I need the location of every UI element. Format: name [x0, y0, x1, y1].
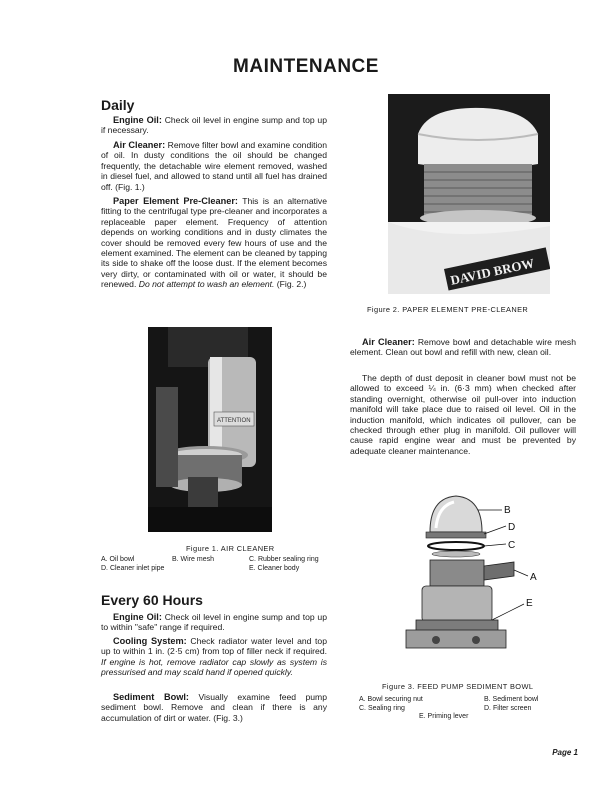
- daily-engine-oil-paragraph: [101, 115, 327, 136]
- page-number: Page 1: [552, 748, 578, 757]
- daily-engine-oil-label: Engine Oil:: [113, 115, 162, 125]
- every60-cooling-text: Check radiator water level and top up to within 1 in. (2·5 cm) from top of filler neck if required.: [101, 636, 327, 657]
- daily-air-cleaner-paragraph: [101, 140, 327, 192]
- right-air-cleaner-paragraph: [350, 337, 576, 358]
- figure1-attention-label: ATTENTION: [217, 418, 251, 424]
- every60-cooling-label: Cooling System:: [113, 636, 187, 646]
- figure1-legend-e: E. Cleaner body: [249, 565, 300, 572]
- daily-paper-element-text: This is an alternative fitting to the centrifugal type pre-cleaner and incorporates a replaceable paper element. Frequency of attention depends on working conditions and in dusty climates the cover should be removed every few hours of use and the element examined. The element can be cleaned by tapping its side to shake off the loose dust. If the element becomes very dirty, or contaminated with oil or water, it should be renewed.: [101, 196, 327, 290]
- figure1-legend-b: B. Wire mesh: [172, 556, 215, 563]
- figure2-brand-text: DAVID BROW: [448, 255, 536, 288]
- daily-air-cleaner-text: Remove filter bowl and examine condition of oil. In dusty conditions the oil should be changed frequently, the detachable wire element removed, washed in diesel fuel, and allowed to stand until all fuel has drained off. (Fig. 1.): [101, 140, 327, 192]
- figure1-caption: Figure 1. AIR CLEANER: [186, 544, 275, 553]
- figure3-legend-d: D. Filter screen: [484, 704, 532, 712]
- figure3-legend: [359, 696, 579, 724]
- daily-heading: Daily: [101, 97, 135, 113]
- page-title: MAINTENANCE: [233, 56, 379, 77]
- figure3-callout-e: E: [526, 598, 533, 609]
- figure3-callout-b: B: [504, 505, 511, 516]
- daily-paper-element-label: Paper Element Pre-Cleaner:: [113, 196, 238, 206]
- sediment-bowl-drawing: [396, 480, 562, 672]
- figure3-legend-e: E. Priming lever: [419, 713, 469, 721]
- right-air-cleaner-text: Remove bowl and detachable wire mesh element. Clean out bowl and refill with new, clean oil.: [350, 337, 576, 358]
- figure3-legend-b: B. Sediment bowl: [484, 696, 539, 703]
- figure2-photo: [388, 94, 550, 294]
- every60-sediment-label: Sediment Bowl:: [113, 692, 189, 702]
- daily-paper-element-tail: (Fig. 2.): [274, 279, 307, 290]
- figure3-legend-a: A. Bowl securing nut: [359, 696, 423, 703]
- every60-sediment-paragraph: [101, 692, 327, 723]
- every60-cooling-paragraph: [101, 636, 327, 678]
- every60-engine-oil-paragraph: [101, 612, 327, 633]
- air-cleaner-illustration: [148, 327, 272, 532]
- figure3-legend-c: C. Sealing ring: [359, 704, 405, 712]
- figure1-legend-a: A. Oil bowl: [101, 556, 135, 563]
- figure3-callout-d: D: [508, 522, 516, 533]
- figure1-legend-c: C. Rubber sealing ring: [249, 556, 319, 563]
- figure3-caption: Figure 3. FEED PUMP SEDIMENT BOWL: [382, 682, 534, 691]
- daily-paper-element-warning: Do not attempt to wash an element.: [136, 279, 275, 290]
- paper-element-illustration: [388, 94, 550, 294]
- daily-engine-oil-text: Check oil level in engine sump and top up if necessary.: [101, 115, 327, 136]
- figure3-callout-a: A: [530, 572, 537, 583]
- right-air-cleaner-label: Air Cleaner:: [362, 337, 415, 347]
- every60-engine-oil-label: Engine Oil:: [113, 612, 162, 622]
- figure3-illustration: [396, 480, 562, 672]
- every60-sediment-text: Visually examine feed pump sediment bowl. Remove and clean if there is any accumulation of dirt or water. (Fig. 3.): [101, 692, 327, 723]
- figure2-caption: Figure 2. PAPER ELEMENT PRE-CLEANER: [367, 305, 529, 314]
- right-depth-paragraph: The depth of dust deposit in cleaner bowl must not be allowed to exceed ¼ in. (6·3 mm) when checked after standing overnight, otherwise oil pull-over into induction manifold will take place due to raised oil level. Oil in the induction manifold, which indicates oil pullover, can be checked through ether plug in manifold. Oil pullover will cause rapid engine wear and must be prevented by adequate cleaner maintenance.: [350, 373, 576, 456]
- daily-air-cleaner-label: Air Cleaner:: [113, 140, 166, 150]
- figure1-photo: [148, 327, 272, 532]
- every60-cooling-warning: If engine is hot, remove radiator cap slowly as system is pressurised and may scald hand if opened quickly.: [101, 656, 327, 678]
- every60-engine-oil-text: Check oil level in engine sump and top up to within "safe" range if required.: [101, 612, 327, 633]
- figure3-callout-c: C: [508, 540, 516, 551]
- figure1-legend: [101, 556, 341, 576]
- every60-heading: Every 60 Hours: [101, 592, 203, 608]
- daily-paper-element-paragraph: [101, 196, 327, 290]
- figure1-legend-d: D. Cleaner inlet pipe: [101, 565, 165, 572]
